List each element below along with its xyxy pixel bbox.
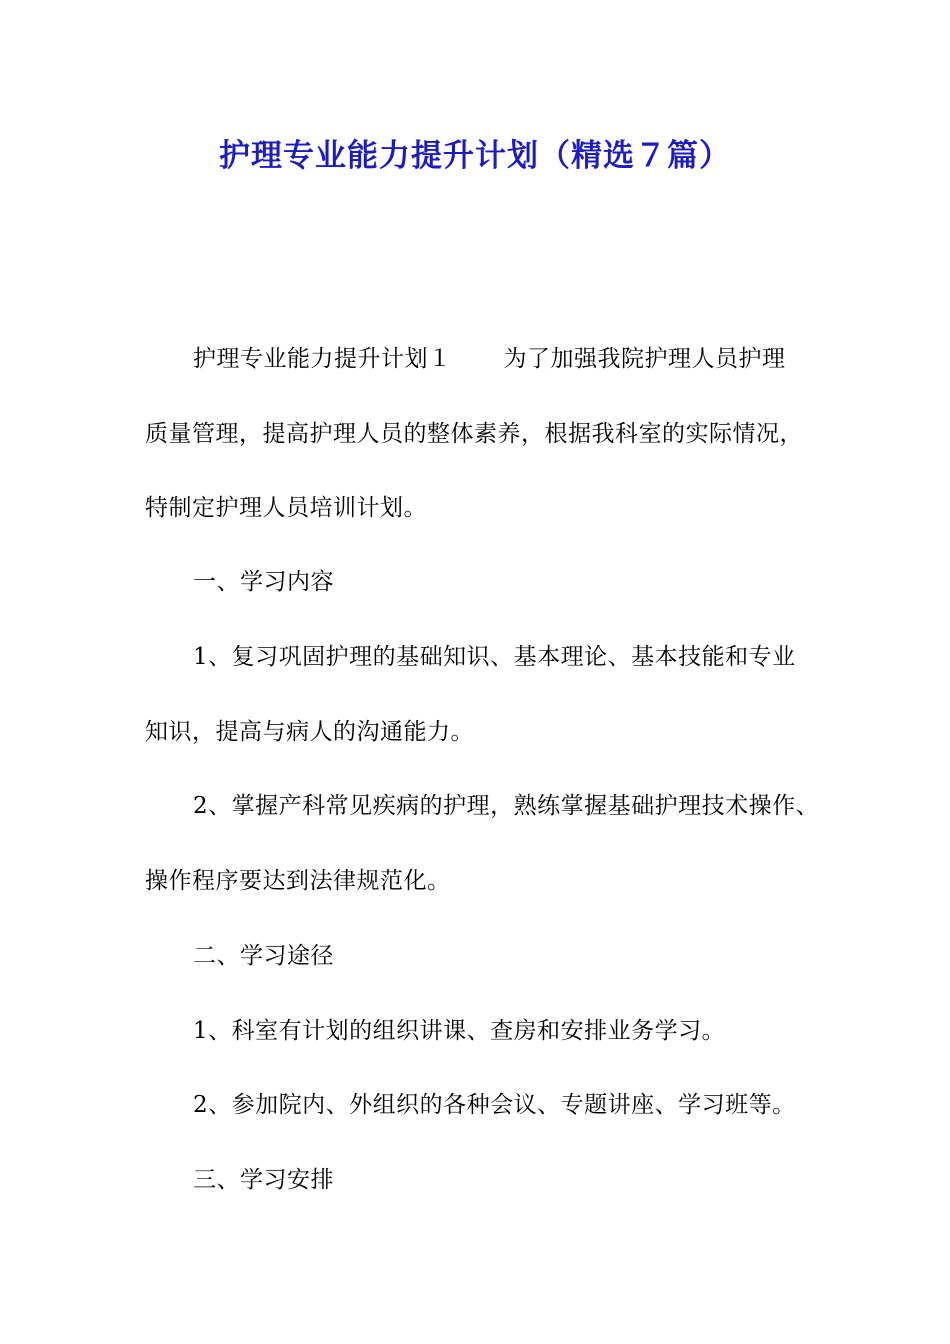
paragraph-text: 为了加强我院护理人员护理 <box>503 346 786 372</box>
paragraph-line: 2、掌握产科常见疾病的护理，熟练掌握基础护理技术操作、 <box>193 793 820 819</box>
paragraph-line: 1、科室有计划的组织讲课、查房和安排业务学习。 <box>193 1018 726 1044</box>
paragraph-line: 特制定护理人员培训计划。 <box>145 495 427 521</box>
section-heading: 三、学习安排 <box>193 1167 334 1193</box>
document-title: 护理专业能力提升计划（精选７篇） <box>219 138 731 174</box>
paragraph-line <box>193 344 873 374</box>
paragraph-line: 质量管理，提高护理人员的整体素养，根据我科室的实际情况， <box>145 421 803 447</box>
paragraph-line: 2、参加院内、外组织的各种会议、专题讲座、学习班等。 <box>193 1092 796 1118</box>
section-heading-inline: 护理专业能力提升计划１ <box>193 346 452 372</box>
section-heading: 二、学习途径 <box>193 943 334 969</box>
paragraph-line: 1、复习巩固护理的基础知识、基本理论、基本技能和专业 <box>193 644 796 670</box>
paragraph-line: 操作程序要达到法律规范化。 <box>145 868 451 894</box>
paragraph-line: 知识，提高与病人的沟通能力。 <box>145 719 474 745</box>
section-heading: 一、学习内容 <box>193 569 334 595</box>
